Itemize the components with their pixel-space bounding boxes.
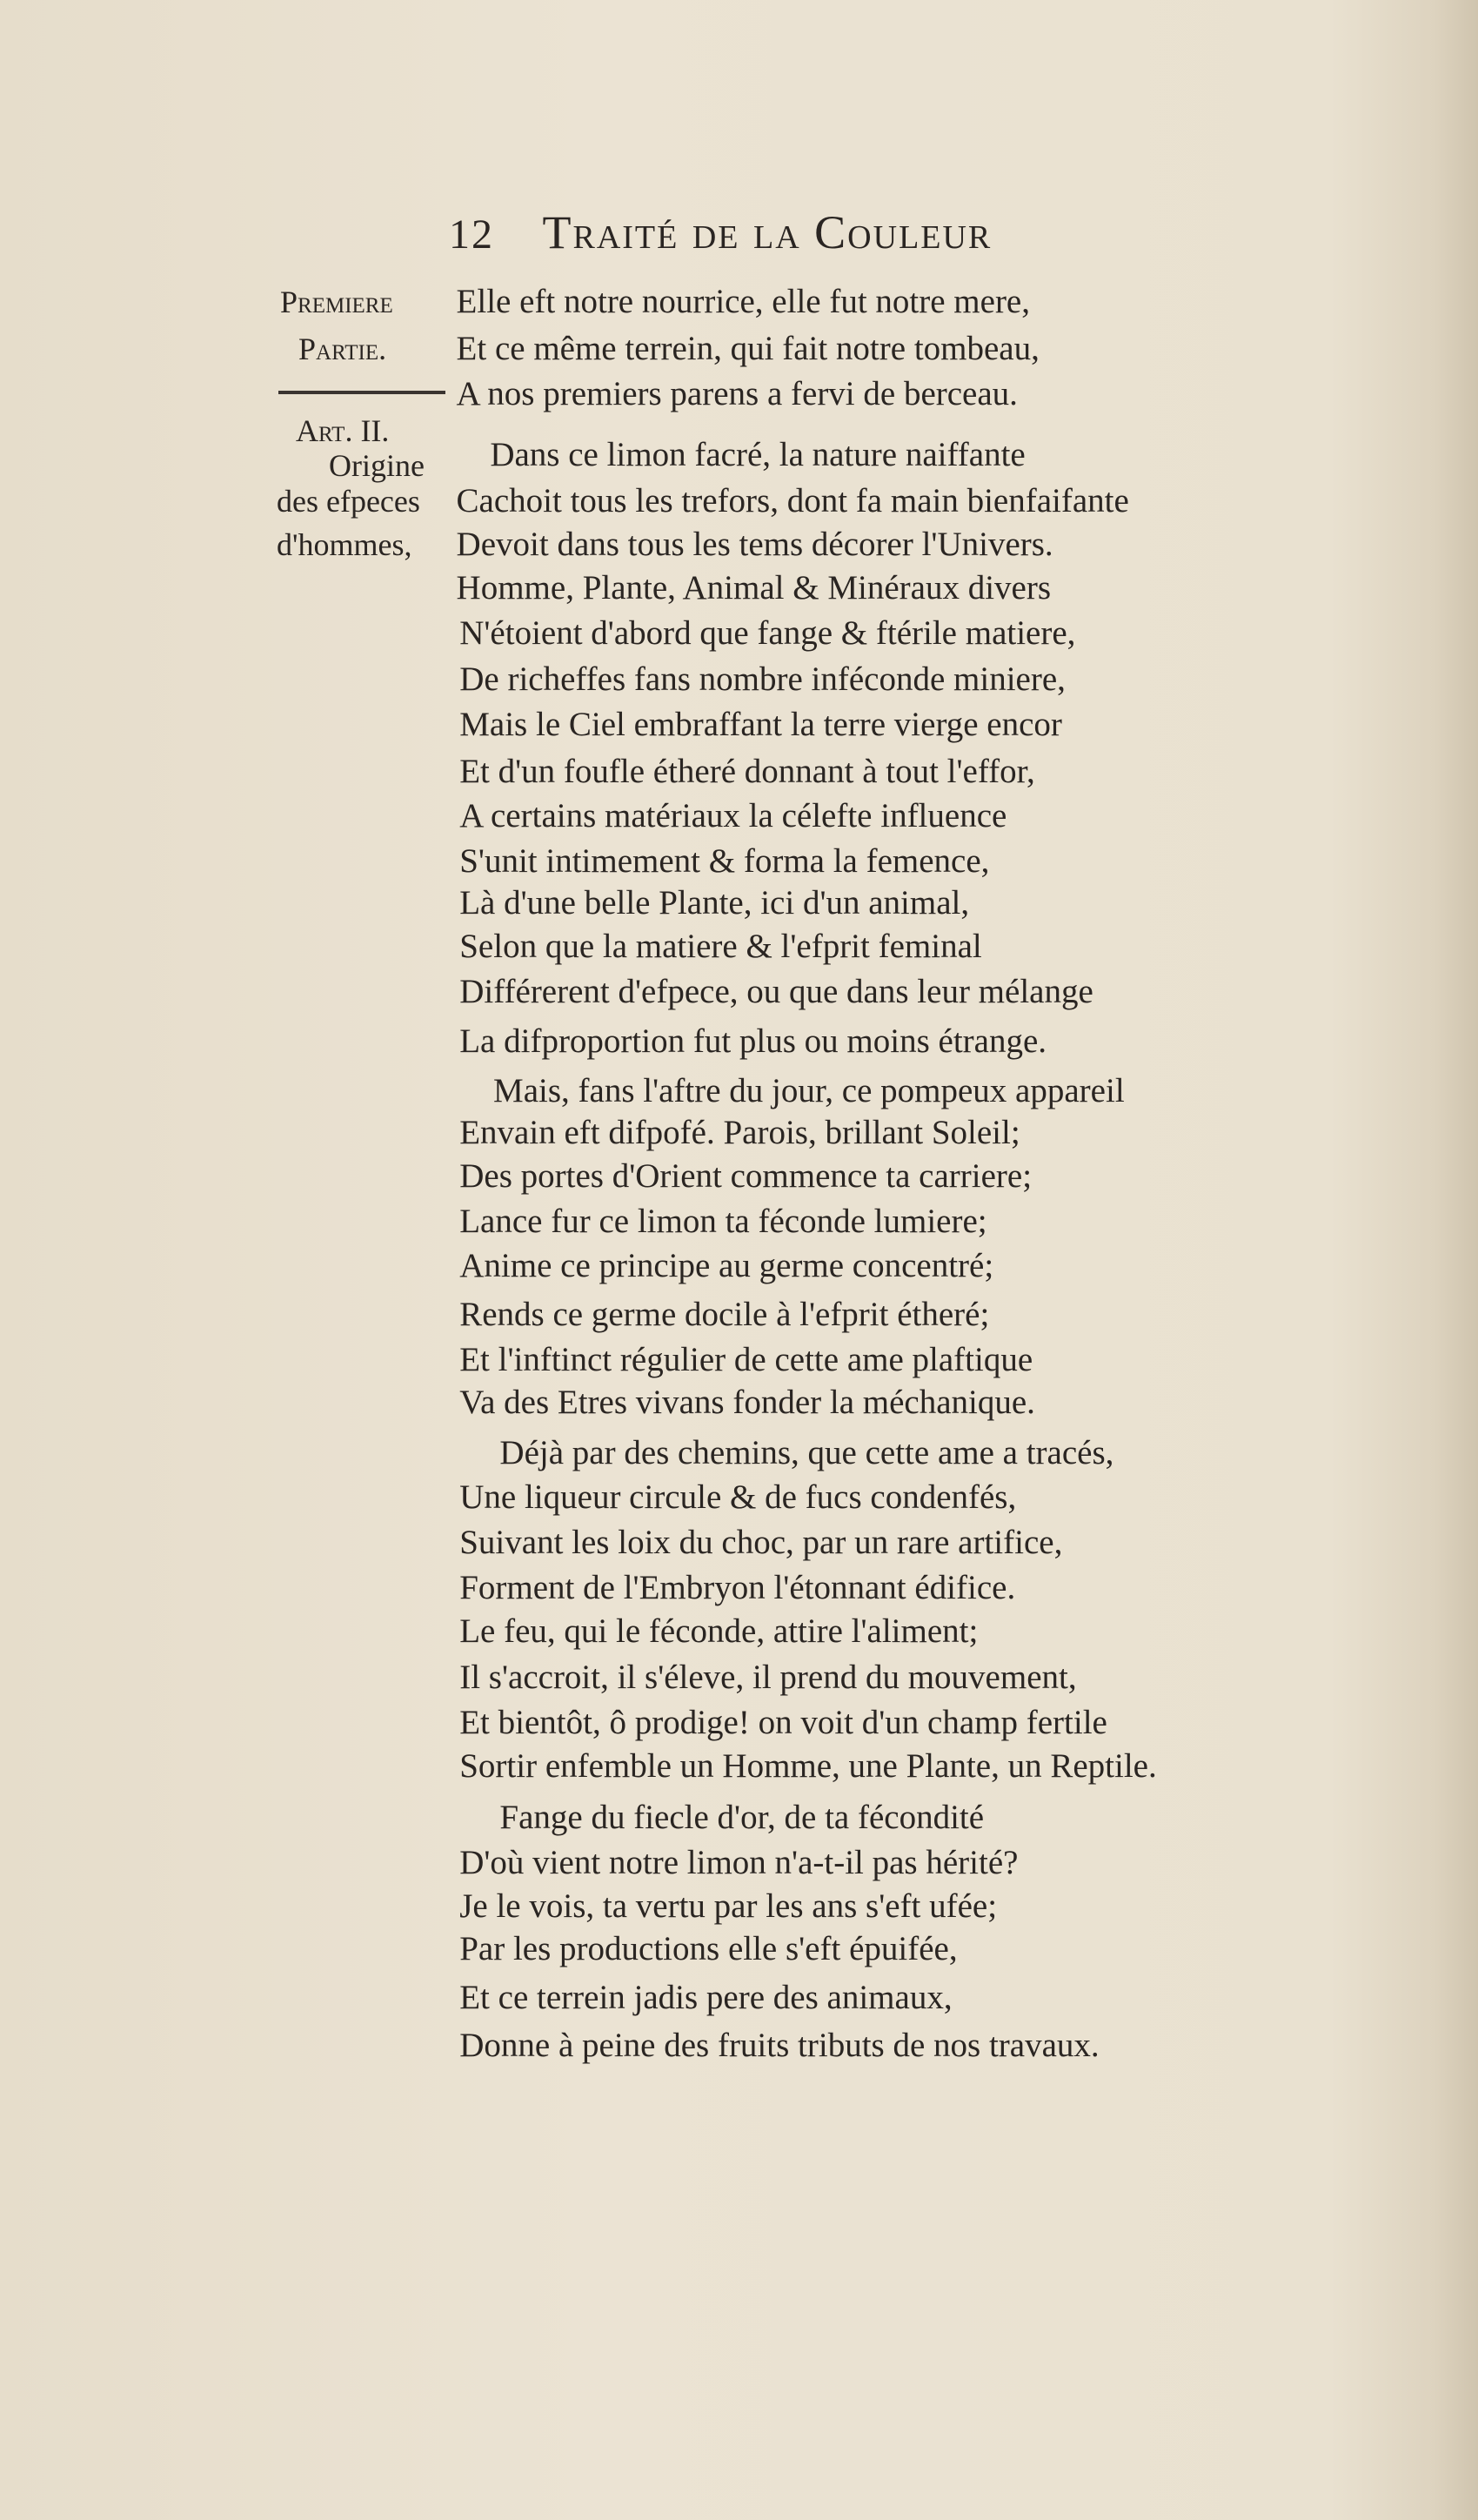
verse-line: Rends ce germe docile à l'efprit étheré;	[459, 1295, 990, 1333]
verse-line: Va des Etres vivans fonder la méchanique.	[459, 1384, 1035, 1422]
page-number: 12	[449, 211, 494, 258]
verse-line: Fange du fiecle d'or, de ta fécondité	[499, 1798, 985, 1836]
verse-line: Une liqueur circule & de fucs condenfés,	[459, 1478, 1017, 1517]
verse-line: Il s'accroit, il s'éleve, il prend du mouvement,	[459, 1659, 1077, 1697]
verse-line: Envain eft difpofé. Parois, brillant Soleil;	[459, 1114, 1020, 1152]
margin-note-subject-3: d'hommes,	[277, 527, 412, 562]
running-header	[449, 205, 992, 259]
verse-line: Elle eft notre nourrice, elle fut notre mere,	[456, 283, 1030, 321]
verse-line: Déjà par des chemins, que cette ame a tracés,	[499, 1433, 1114, 1471]
verse-line: Je le vois, ta vertu par les ans s'eft ufée;	[459, 1887, 998, 1925]
verse-line: Devoit dans tous les tems décorer l'Univers.	[456, 526, 1053, 564]
margin-note-subject-2: des efpeces	[277, 484, 420, 519]
verse-line: Mais le Ciel embraffant la terre vierge encor	[459, 705, 1062, 743]
verse-line: Homme, Plante, Animal & Minéraux divers	[456, 569, 1052, 607]
verse-line: Anime ce principe au germe concentré;	[459, 1247, 994, 1285]
verse-line: Donne à peine des fruits tributs de nos travaux.	[459, 2027, 1100, 2065]
verse-line: A certains matériaux la célefte influence	[459, 797, 1007, 835]
verse-line: De richeffes fans nombre inféconde miniere,	[459, 660, 1066, 699]
verse-line: Là d'une belle Plante, ici d'un animal,	[459, 884, 970, 922]
margin-rule	[278, 391, 445, 394]
verse-line: N'étoient d'abord que fange & ftérile matiere,	[459, 613, 1076, 652]
verse-line: Cachoit tous les trefors, dont fa main bienfaifante	[456, 482, 1129, 520]
verse-line: La difproportion fut plus ou moins étrange.	[459, 1022, 1047, 1060]
verse-line: A nos premiers parens a fervi de berceau.	[456, 374, 1018, 412]
verse-line: Selon que la matiere & l'efprit feminal	[459, 927, 982, 965]
verse-line: Mais, fans l'aftre du jour, ce pompeux appareil	[493, 1072, 1125, 1110]
verse-line: D'où vient notre limon n'a-t-il pas hérité?	[459, 1843, 1019, 1881]
margin-note-part: Premiere	[280, 285, 393, 319]
verse-line: Et bientôt, ô prodige! on voit d'un champ fertile	[459, 1703, 1107, 1741]
verse-line: S'unit intimement & forma la femence,	[459, 841, 990, 880]
verse-line: Et l'inftinct régulier de cette ame plaftique	[459, 1340, 1033, 1378]
verse-line: Par les productions elle s'eft épuifée,	[459, 1930, 958, 1968]
verse-line: Forment de l'Embryon l'étonnant édifice.	[459, 1568, 1016, 1606]
verse-line: Dans ce limon facré, la nature naiffante	[490, 435, 1026, 473]
verse-line: Lance fur ce limon ta féconde lumiere;	[459, 1202, 987, 1240]
margin-note-article: Art. II.	[296, 413, 390, 448]
verse-line: Sortir enfemble un Homme, une Plante, un Reptile.	[459, 1746, 1157, 1785]
margin-note-part2: Partie.	[298, 332, 387, 366]
verse-line: Et d'un foufle étheré donnant à tout l'effor,	[459, 752, 1035, 790]
verse-line: Le feu, qui le féconde, attire l'aliment;	[459, 1612, 979, 1650]
margin-note-subject-1: Origine	[329, 448, 425, 483]
verse-line: Des portes d'Orient commence ta carriere;	[459, 1157, 1033, 1195]
verse-line: Différerent d'efpece, ou que dans leur mélange	[459, 972, 1093, 1010]
page-title: Traité de la Couleur	[542, 206, 993, 258]
verse-line: Et ce même terrein, qui fait notre tombeau,	[456, 329, 1040, 367]
verse-line: Et ce terrein jadis pere des animaux,	[459, 1978, 953, 2016]
verse-line: Suivant les loix du choc, par un rare artifice,	[459, 1524, 1063, 1562]
